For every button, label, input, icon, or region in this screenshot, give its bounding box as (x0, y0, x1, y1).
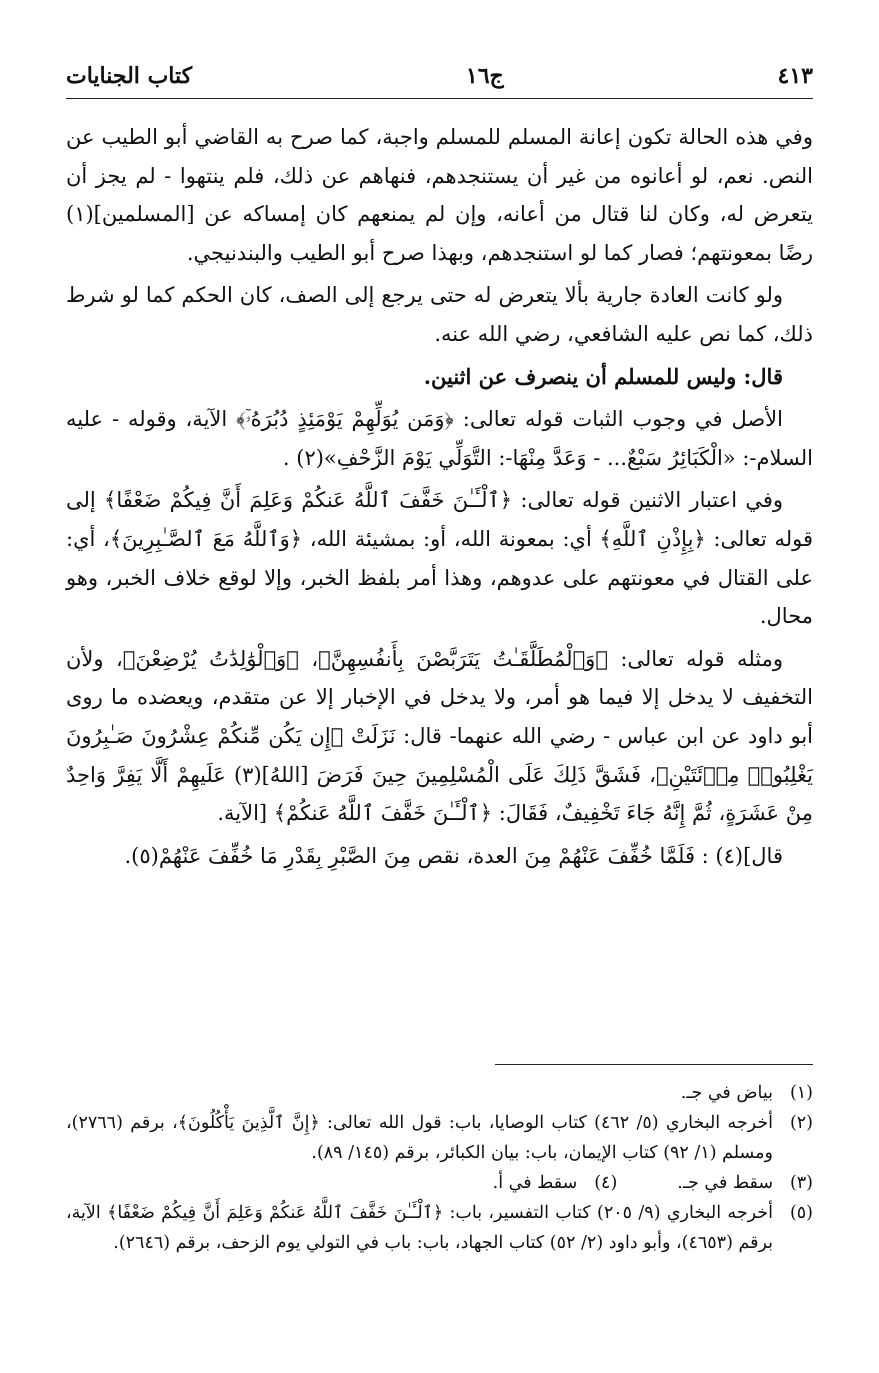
footnote-3 (677, 1168, 813, 1198)
footnote-divider (495, 1064, 813, 1065)
paragraph-1: وفي هذه الحالة تكون إعانة المسلم للمسلم واجبة، كما صرح به القاضي أبو الطيب عن النص. نعم، لو أعانوه من غير أن يستنجدهم، فنهاهم عن ذلك، فلم ينتهوا - لم يجز أن يتعرض له، وكان لنا قتال من أعانه، وإن لم يمنعهم كان إمساكه عن [المسلمين](١) رضًا بمعونتهم؛ فصار كما لو استنجدهم، وبهذا صرح أبو الطيب والبندنيجي. (66, 125, 813, 265)
paragraph-7: قال](٤) : فَلَمَّا خُفِّفَ عَنْهُمْ مِنَ العدة، نقص مِنَ الصَّبْرِ بِقَدْرِ مَا خُفِّفَ عَنْهُمْ(٥). (124, 843, 783, 868)
footnote-text: سقط في جـ. (677, 1173, 773, 1193)
footnote-number: (٤) (594, 1173, 618, 1193)
book-title: كتاب الجنايات (66, 63, 193, 89)
footnotes (66, 1078, 813, 1258)
footnote-text: سقط في أ. (492, 1173, 578, 1193)
main-text (66, 118, 813, 879)
page-number: ٤١٣ (777, 63, 813, 89)
footnote-2 (66, 1108, 813, 1168)
footnote-5 (66, 1198, 813, 1258)
paragraph-6: ومثله قوله تعالى: ﴿وَٱلْمُطَلَّقَـٰتُ يَتَرَبَّصْنَ بِأَنفُسِهِنَّ﴾، ﴿وَٱلْوَٰلِدَٰتُ يُرْضِعْنَ﴾، ولأن التخفيف لا يدخل إلا فيما هو أمر، ولا يدخل في الإخبار إلا عن متقدم، ويعضده ما روى أبو داود عن ابن عباس - رضي الله عنهما- قال: نَزَلَتْ ﴿إِن يَكُن مِّنكُمْ عِشْرُونَ صَـٰبِرُونَ يَغْلِبُوا۟ مِا۟ئَتَيْنِ﴾، فَشَقَّ ذَلِكَ عَلَى الْمُسْلِمِينَ حِينَ فَرَضَ [اللهُ](٣) عَلَيهِمْ أَلَّا يَفِرَّ وَاحِدٌ مِنْ عَشَرَةٍ، ثُمَّ إِنَّهُ جَاءَ تَخْفِيفٌ، فَقَالَ: ﴿ٱلْـَٔـٰنَ خَفَّفَ ٱللَّهُ عَنكُمْ﴾ [الآية. (66, 646, 813, 826)
footnote-text: بياض في جـ. (680, 1083, 773, 1103)
footnote-1 (66, 1078, 813, 1108)
header-divider (66, 98, 813, 99)
paragraph-3-statement: قال: وليس للمسلم أن ينصرف عن اثنين. (423, 363, 783, 389)
volume-number: ج١٦ (465, 63, 504, 89)
footnote-row-3-4 (66, 1168, 813, 1198)
running-header (66, 58, 813, 94)
footnote-number: (٥) (789, 1203, 813, 1223)
paragraph-5: وفي اعتبار الاثنين قوله تعالى: ﴿ٱلْـَٔـٰنَ خَفَّفَ ٱللَّهُ عَنكُمْ وَعَلِمَ أَنَّ فِيكُمْ ضَعْفًا﴾ إلى قوله تعالى: ﴿بِإِذْنِ ٱللَّهِ﴾ أي: بمعونة الله، أو: بمشيئة الله، ﴿وَٱللَّهُ مَعَ ٱلصَّـٰبِرِينَ﴾، أي: على القتال في معونتهم على عدوهم، وهذا أمر بلفظ الخبر، وإلا لوقع خلاف الخبر، وهو محال. (66, 488, 813, 629)
footnote-number: (١) (789, 1083, 813, 1103)
paragraph-4: الأصل في وجوب الثبات قوله تعالى: ﴿وَمَن يُوَلِّهِمْ يَوْمَئِذٍ دُبُرَهُۥٓ﴾ الآية، وقوله - عليه السلام-: «الْكَبَائِرُ سَبْعٌ... - وَعَدَّ مِنْهَا-: التَّوَلِّي يَوْمَ الزَّحْفِ»(٢) . (66, 407, 813, 470)
footnote-text: أخرجه البخاري (٥/ ٤٦٢) كتاب الوصايا، باب: قول الله تعالى: ﴿إِنَّ ٱلَّذِينَ يَأْكُلُونَ﴾، برقم (٢٧٦٦)، ومسلم (١/ ٩٢) كتاب الإيمان، باب: بيان الكبائر، برقم (١٤٥/ ٨٩). (66, 1113, 774, 1163)
footnote-4 (493, 1168, 618, 1198)
paragraph-2: ولو كانت العادة جارية بألا يتعرض له حتى يرجع إلى الصف، كان الحكم كما لو شرط ذلك، كما نص عليه الشافعي، رضي الله عنه. (66, 283, 813, 346)
footnote-number: (٣) (789, 1173, 813, 1193)
footnote-text: أخرجه البخاري (٩/ ٢٠٥) كتاب التفسير، باب: ﴿ٱلْـَٔـٰنَ خَفَّفَ ٱللَّهُ عَنكُمْ وَعَلِمَ أَنَّ فِيكُمْ ضَعْفًا﴾ الآية، برقم (٤٦٥٣)، وأبو داود (٢/ ٥٢) كتاب الجهاد، باب: باب في التولي يوم الزحف، برقم (٢٦٤٦). (66, 1203, 773, 1253)
footnote-number: (٢) (789, 1113, 813, 1133)
